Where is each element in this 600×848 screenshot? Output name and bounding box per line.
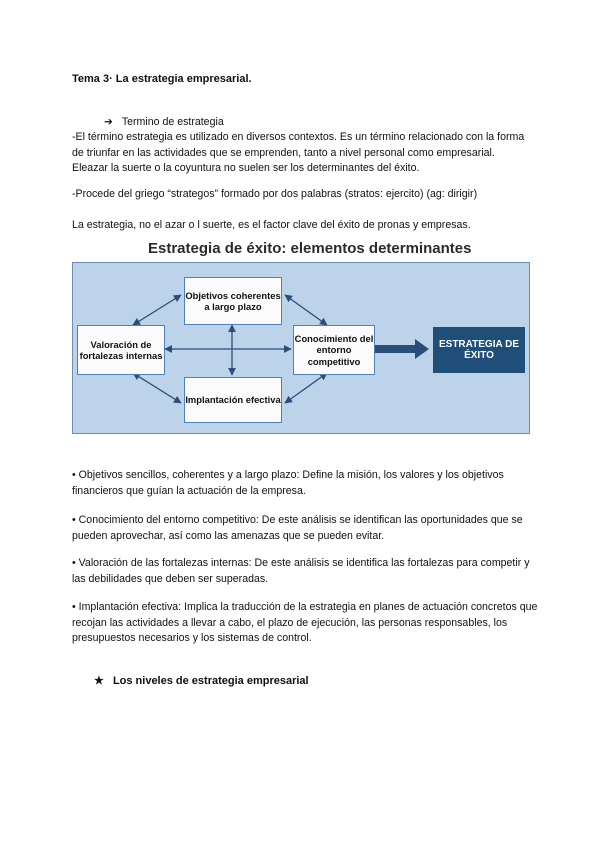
- section-heading-label: Termino de estrategia: [121, 116, 224, 128]
- bullet-objetivos: • Objetivos sencillos, coherentes y a largo plazo: Define la misión, los valores y los objetivos financieros que guían la actuación de la empresa.: [72, 469, 504, 497]
- diagram-title: Estrategia de éxito: elementos determinantes: [148, 240, 472, 257]
- paragraph-origin: -Procede del griego “strategos” formado por dos palabras (stratos: ejercito) (ag: dirigir): [72, 188, 478, 200]
- connector-objetivos-conocimiento: [285, 295, 327, 325]
- thick-arrow-to-final: [373, 339, 429, 359]
- paragraph-definition: -El término estrategia es utilizado en diversos contextos. Es un término relacionado con la forma de triunfar en las actividades que se emprenden, tanto a nivel personal como empresarial. Eleazar la suerte o la coyuntura no suelen ser los determinantes del éxito.: [72, 131, 525, 174]
- node-estrategia-exito: ESTRATEGIA DE ÉXITO: [433, 327, 525, 373]
- diagram-background: [72, 262, 530, 434]
- star-heading: [94, 674, 309, 687]
- bullet-conocimiento: • Conocimiento del entorno competitivo: De este análisis se identifican las oportunidades que se pueden aprovechar, así como las amenazas que se pueden evitar.: [72, 514, 523, 542]
- connector-valoracion-objetivos: [133, 295, 181, 325]
- node-valoracion: Valoración de fortalezas internas: [77, 325, 165, 375]
- connector-valoracion-implantacion: [133, 373, 181, 403]
- bullet-valoracion: • Valoración de las fortalezas internas: De este análisis se identifica las fortalezas para competir y las debilidades que deben ser superadas.: [72, 557, 530, 585]
- document-title: Tema 3· La estrategia empresarial.: [72, 73, 252, 85]
- connector-implantacion-conocimiento: [285, 373, 327, 403]
- star-icon: ★: [94, 675, 104, 687]
- bullet-implantacion: • Implantación efectiva: Implica la traducción de la estrategia en planes de actuación concretos que recojan las actividades a llevar a cabo, el plazo de ejecución, las personas responsables, los presupuestos necesarios y los sistemas de control.: [72, 601, 538, 644]
- section-heading: [104, 115, 224, 131]
- right-arrow-icon: ➔: [104, 116, 113, 128]
- paragraph-key-factor: La estrategia, no el azar o l suerte, es el factor clave del éxito de pronas y empresas.: [72, 219, 471, 231]
- star-heading-label: Los niveles de estrategia empresarial: [112, 675, 309, 687]
- node-implantacion: Implantación efectiva: [184, 377, 282, 423]
- node-conocimiento: Conocimiento del entorno competitivo: [293, 325, 375, 375]
- node-objetivos: Objetivos coherentes a largo plazo: [184, 277, 282, 325]
- strategy-diagram: [72, 236, 530, 438]
